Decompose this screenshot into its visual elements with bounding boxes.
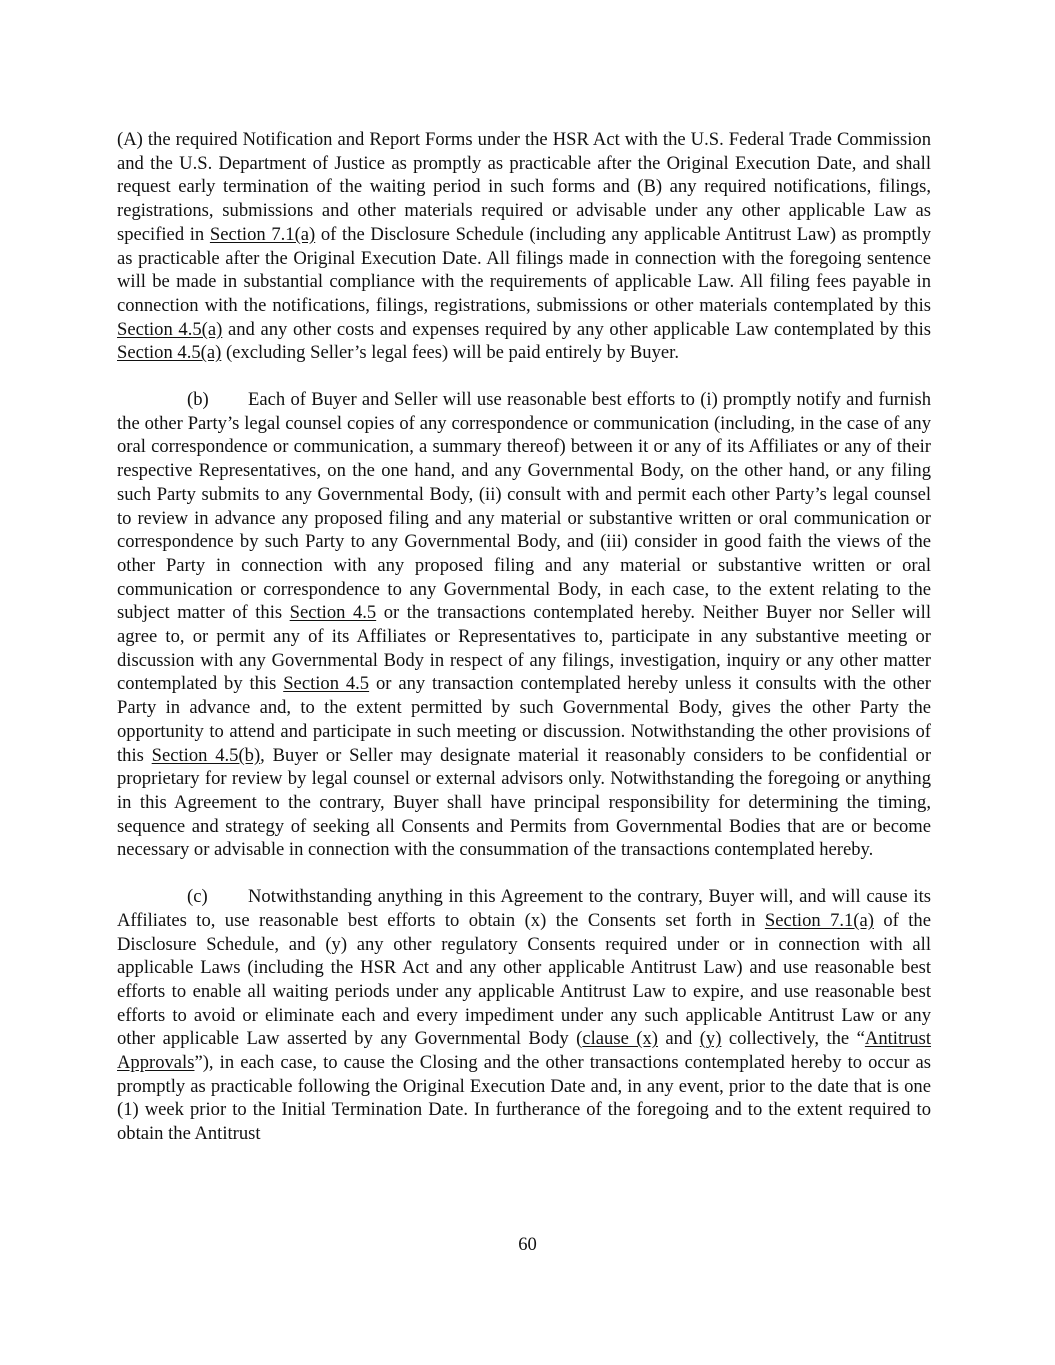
cross-reference-section-4-5: Section 4.5: [289, 602, 377, 624]
text-run: and: [657, 1028, 700, 1050]
cross-reference-section-7-1-a: Section 7.1(a): [209, 223, 316, 245]
defined-term-antitrust-approvals: Antitrust Approvals: [117, 1028, 932, 1074]
paragraph-label-c: (c): [187, 886, 208, 908]
cross-reference-section-4-5-b: Section 4.5(b): [151, 744, 261, 766]
paragraph-c: [117, 885, 931, 1146]
text-run: Each of Buyer and Seller will use reasonable best efforts to (i) promptly notify and furnish the other Party’s legal counsel copies of any correspondence or communication (including, in the case of any oral correspondence or communication, a summary thereof) between it or any of its Affiliates or any of their respective Representatives, on the one hand, and any Governmental Body, on the other hand, or any filing such Party submits to any Governmental Body, (ii) consult with and permit each other Party’s legal counsel to review in advance any proposed filing and any material or substantive written or oral communication or correspondence by such Party to any Governmental Body, and (iii) consider in good faith the views of the other Party in connection with any proposed filing and any material or substantive written or oral communication or correspondence to any Governmental Body, in each case, to the extent relating to the subject matter of this: [117, 389, 931, 624]
text-run: , Buyer or Seller may designate material it reasonably considers to be confidential or proprietary for review by legal counsel or external advisors only. Notwithstanding the foregoing or anything in this Agreement to the contrary, Buyer shall have principal responsibility for determining the timing, sequence and strategy of seeking all Consents and Permits from Governmental Bodies that are or become necessary or advisable in connection with the consummation of the transactions contemplated hereby.: [117, 744, 932, 861]
cross-reference-section-7-1-a: Section 7.1(a): [764, 909, 874, 931]
paragraph-b: [117, 388, 931, 862]
paragraph-a-continued: [117, 128, 931, 365]
paragraph-label-b: (b): [187, 389, 209, 411]
text-run: collectively, the “: [721, 1028, 865, 1050]
cross-reference-section-4-5-a: Section 4.5(a): [117, 318, 223, 340]
cross-reference-section-4-5: Section 4.5: [283, 673, 370, 695]
cross-reference-section-4-5-a: Section 4.5(a): [117, 342, 222, 364]
text-run: ”), in each case, to cause the Closing and the other transactions contemplated hereby to occur as promptly as practicable following the Original Execution Date and, in any event, prior to the date that is one (1) week prior to the Initial Termination Date. In furtherance of the foregoing and to the extent required to obtain the Antitrust: [117, 1052, 931, 1145]
text-run: and any other costs and expenses required by any other applicable Law contemplated by this: [222, 318, 931, 340]
text-run: (excluding Seller’s legal fees) will be paid entirely by Buyer.: [221, 342, 679, 364]
cross-reference-clause-x: clause (x): [582, 1028, 658, 1050]
page-number: 60: [518, 1234, 537, 1255]
text-run: or any transaction contemplated hereby unless it consults with the other Party in advance and, to the extent permitted by such Governmental Body, gives the other Party the opportunity to attend and participate in such meeting or discussion. Notwithstanding the other provisions of this: [117, 673, 931, 766]
document-body: [117, 128, 931, 1146]
text-run: Notwithstanding anything in this Agreement to the contrary, Buyer will, and will cause its Affiliates to, use reasonable best efforts to obtain (x) the Consents set forth in: [117, 886, 931, 931]
text-run: of the Disclosure Schedule (including any applicable Antitrust Law) as promptly as practicable after the Original Execution Date. All filings made in connection with the foregoing sentence will be made in substantial compliance with the requirements of applicable Law. All filing fees payable in connection with the notifications, filings, registrations, submissions or other materials contemplated by this: [117, 223, 931, 316]
text-run: (A) the required Notification and Report Forms under the HSR Act with the U.S. Federal Trade Commission and the U.S. Department of Justice as promptly as practicable after the Original Execution Date, and shall request early termination of the waiting period in such forms and (B) any required notifications, filings, registrations, submissions and other materials required or advisable under any other applicable Law as specified in: [117, 129, 931, 245]
text-run: or the transactions contemplated hereby. Neither Buyer nor Seller will agree to, or permit any of its Affiliates or Representatives to, participate in any substantive meeting or discussion with any Governmental Body in respect of any filings, investigation, inquiry or any other matter contemplated by this: [117, 602, 931, 695]
cross-reference-clause-y: (y): [699, 1028, 722, 1050]
text-run: of the Disclosure Schedule, and (y) any other regulatory Consents required under or in connection with all applicable Laws (including the HSR Act and any other applicable Antitrust Law) and use reasonable best efforts to enable all waiting periods under any applicable Antitrust Law to expire, and use reasonable best efforts to avoid or eliminate each and every impediment under any such applicable Antitrust Law or any other applicable Law asserted by any Governmental Body (: [117, 909, 931, 1050]
